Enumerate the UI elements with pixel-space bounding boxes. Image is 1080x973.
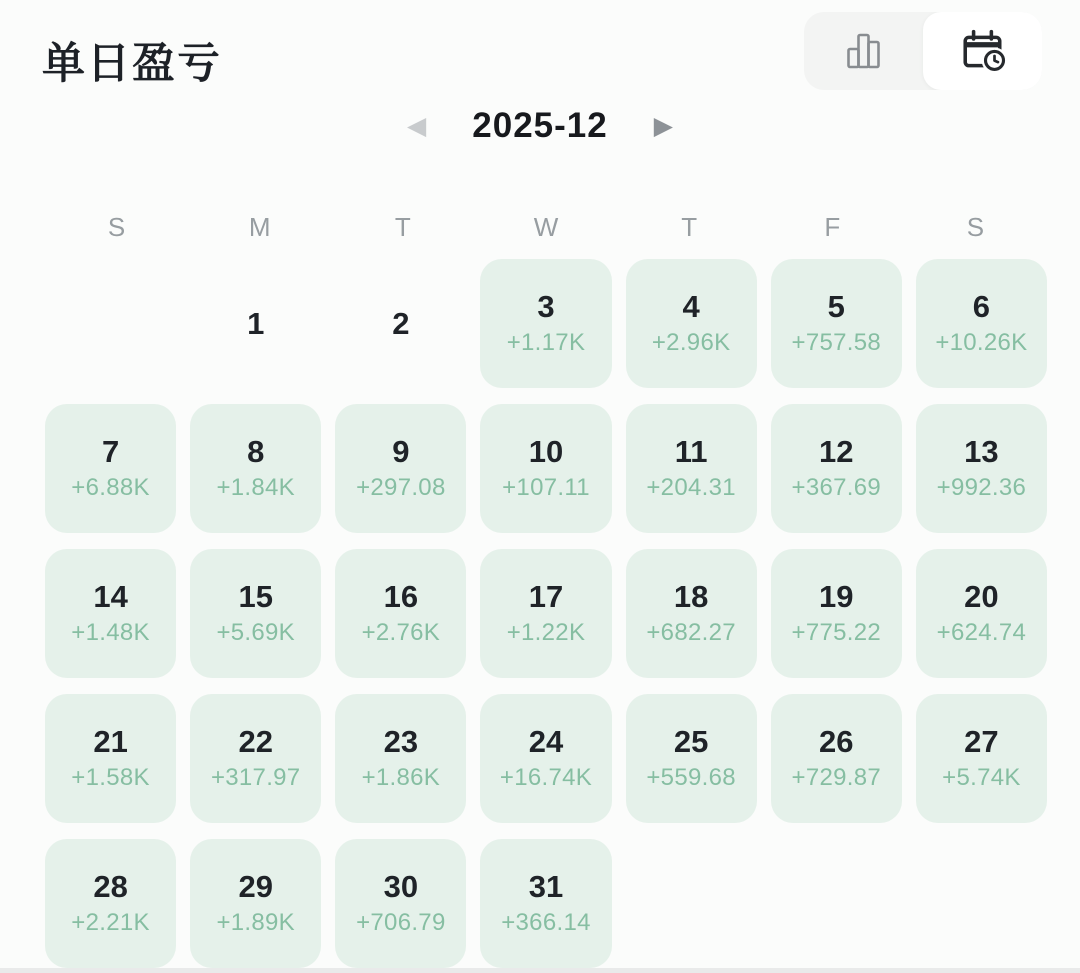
calendar-day-cell[interactable] [916, 404, 1047, 533]
calendar-day-cell[interactable] [335, 839, 466, 968]
calendar-day-cell[interactable] [626, 694, 757, 823]
day-pnl-value: +1.84K [216, 474, 295, 501]
day-pnl-value: +992.36 [936, 474, 1027, 501]
day-pnl-value: +1.86K [361, 764, 441, 791]
calendar-day-cell[interactable] [626, 259, 757, 388]
day-pnl-value: +2.21K [71, 909, 150, 936]
day-number: 12 [819, 434, 854, 469]
bar-chart-icon [845, 31, 883, 71]
chevron-left-icon: ◀ [407, 111, 427, 140]
day-pnl-value: +757.58 [791, 329, 882, 356]
day-pnl-value: +5.69K [216, 619, 295, 646]
calendar-blank-cell [45, 259, 176, 388]
calendar-day-cell[interactable] [190, 694, 321, 823]
day-number: 11 [674, 434, 708, 469]
day-pnl-value: +5.74K [942, 764, 1021, 791]
day-pnl-value: +10.26K [935, 329, 1028, 356]
prev-month-button[interactable] [401, 110, 432, 143]
day-number: 6 [972, 289, 991, 324]
day-number: 9 [392, 434, 410, 469]
calendar-day-cell[interactable] [335, 404, 466, 533]
day-pnl-value: +1.89K [216, 909, 295, 936]
calendar-day-cell[interactable] [335, 549, 466, 678]
calendar-day-cell[interactable] [190, 839, 321, 968]
day-number: 26 [819, 724, 854, 759]
day-number: 21 [93, 724, 128, 759]
calendar-day-cell[interactable] [626, 549, 757, 678]
day-pnl-value: +367.69 [791, 474, 882, 501]
day-number: 18 [673, 579, 709, 614]
day-number: 20 [964, 579, 999, 614]
top-bar [0, 0, 1080, 91]
day-pnl-value: +1.17K [506, 329, 586, 356]
calendar-day-cell[interactable] [45, 404, 176, 533]
day-number: 30 [383, 869, 419, 904]
calendar-day-cell[interactable] [480, 259, 611, 388]
day-pnl-value: +2.76K [361, 619, 441, 646]
day-pnl-value: +107.11 [502, 474, 590, 501]
day-pnl-value: +1.48K [71, 619, 150, 646]
day-pnl-value: +729.87 [791, 764, 882, 791]
day-pnl-value: +6.88K [71, 474, 150, 501]
calendar-day-cell[interactable] [916, 259, 1047, 388]
calendar-day-cell[interactable] [771, 259, 902, 388]
day-number: 29 [238, 869, 273, 904]
month-navigation [0, 97, 1080, 155]
weekday-label: M [248, 212, 271, 242]
calendar-day-cell[interactable] [335, 694, 466, 823]
day-number: 22 [238, 724, 273, 759]
day-number: 23 [383, 724, 419, 759]
calendar-day-cell[interactable] [916, 549, 1047, 678]
calendar-day-cell[interactable] [771, 404, 902, 533]
day-number: 13 [964, 434, 999, 469]
weekday-label: S [107, 212, 126, 242]
calendar-day-cell[interactable] [771, 694, 902, 823]
calendar-day-cell[interactable] [480, 839, 611, 968]
weekday-label: S [966, 212, 985, 242]
calendar-day-cell[interactable] [480, 404, 611, 533]
day-number: 24 [528, 724, 564, 759]
calendar-day-cell[interactable] [480, 694, 611, 823]
day-number: 16 [383, 579, 419, 614]
chart-view-button[interactable] [804, 12, 923, 90]
day-number: 25 [673, 724, 709, 759]
calendar-grid [0, 259, 1080, 968]
day-number: 10 [528, 434, 564, 469]
day-pnl-value: +706.79 [356, 909, 446, 936]
day-pnl-value: +297.08 [356, 474, 446, 501]
day-number: 3 [537, 289, 555, 324]
day-number: 14 [93, 579, 128, 614]
day-pnl-value: +2.96K [651, 329, 731, 356]
weekday-label: W [533, 212, 559, 242]
day-number: 31 [528, 869, 564, 904]
day-pnl-value: +204.31 [646, 474, 736, 501]
day-number: 17 [528, 579, 564, 614]
day-pnl-value: +624.74 [936, 619, 1027, 646]
calendar-clock-icon [960, 28, 1006, 74]
calendar-view-button[interactable] [923, 12, 1042, 90]
day-number: 27 [964, 724, 999, 759]
day-number: 4 [682, 289, 700, 324]
day-pnl-value: +1.58K [71, 764, 150, 791]
next-month-button[interactable] [648, 110, 679, 143]
day-number: 7 [101, 434, 120, 469]
calendar-day-cell[interactable] [190, 259, 321, 388]
calendar-day-cell[interactable] [45, 839, 176, 968]
day-number: 28 [93, 869, 128, 904]
day-number: 8 [247, 434, 265, 469]
day-pnl-value: +559.68 [646, 764, 736, 791]
bottom-edge [0, 968, 1080, 973]
day-pnl-value: +16.74K [499, 764, 593, 791]
calendar-day-cell[interactable] [190, 404, 321, 533]
weekday-label: T [681, 212, 698, 242]
day-number: 19 [819, 579, 854, 614]
day-pnl-value: +682.27 [646, 619, 736, 646]
day-pnl-value: +1.22K [506, 619, 586, 646]
month-label: 2025-12 [472, 106, 608, 145]
calendar-day-cell[interactable] [626, 404, 757, 533]
weekday-header [0, 211, 1080, 243]
calendar-day-cell[interactable] [45, 549, 176, 678]
day-pnl-value: +366.14 [501, 909, 591, 936]
day-pnl-value: +775.22 [791, 619, 882, 646]
calendar-day-cell[interactable] [480, 549, 611, 678]
day-number: 1 [247, 305, 265, 341]
weekday-label: T [394, 212, 411, 242]
day-pnl-value: +317.97 [210, 764, 301, 791]
day-number: 2 [392, 305, 410, 341]
view-toggle [804, 12, 1042, 90]
weekday-label: F [824, 212, 841, 242]
calendar-day-cell[interactable] [45, 694, 176, 823]
day-number: 15 [238, 579, 273, 614]
chevron-right-icon: ▶ [653, 111, 673, 140]
calendar-day-cell[interactable] [771, 549, 902, 678]
day-number: 5 [827, 289, 845, 324]
calendar-day-cell[interactable] [190, 549, 321, 678]
calendar-day-cell[interactable] [916, 694, 1047, 823]
calendar-day-cell[interactable] [335, 259, 466, 388]
page-title: 单日盈亏 [42, 40, 222, 88]
